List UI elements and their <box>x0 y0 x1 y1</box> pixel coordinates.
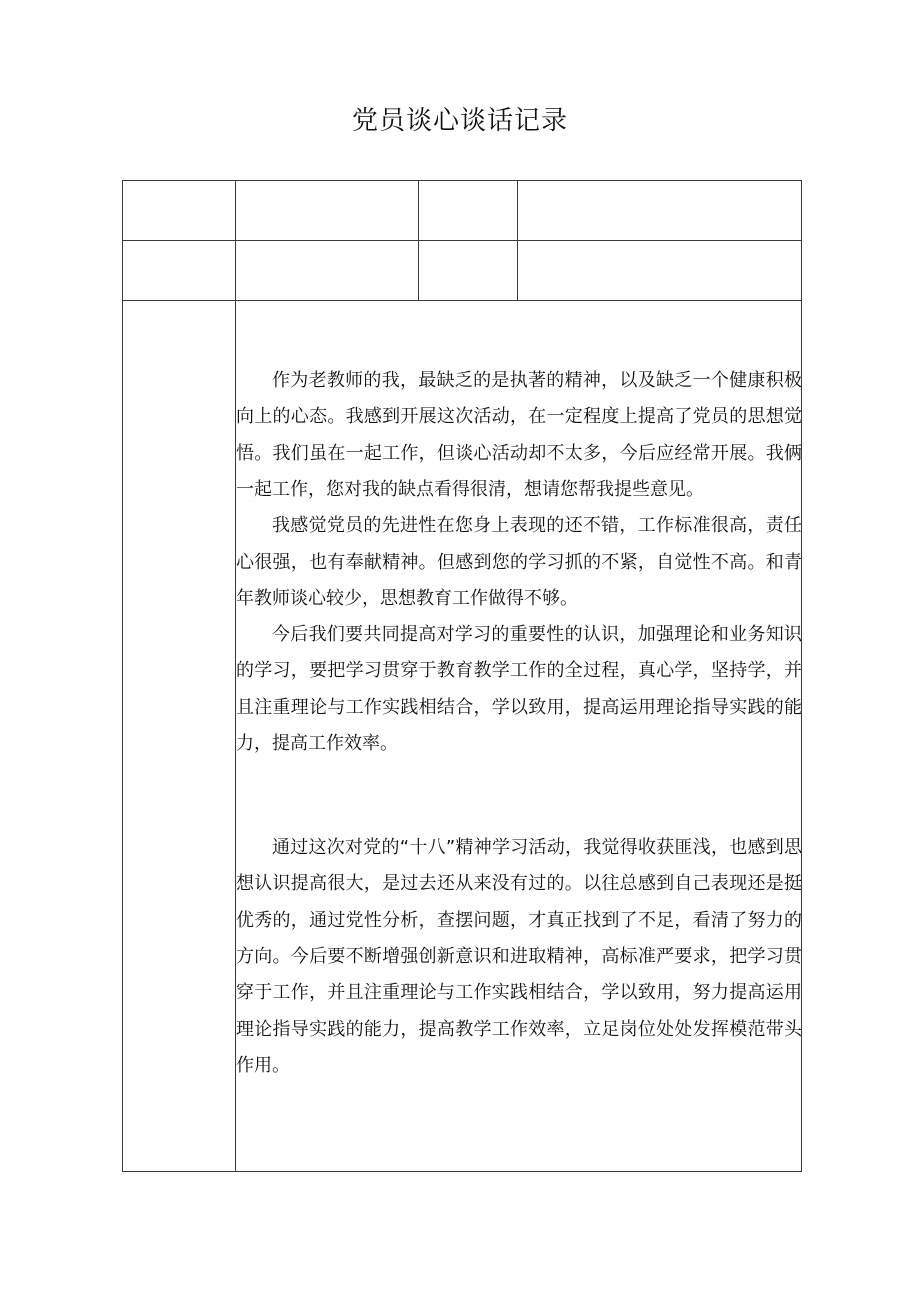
table-row-content <box>123 301 802 1172</box>
table-row <box>123 181 802 241</box>
table-cell-label <box>123 181 236 241</box>
conversation-section-1 <box>236 363 802 762</box>
conversation-paragraph: 今后我们要共同提高对学习的重要性的认识，加强理论和业务知识的学习，要把学习贯穿于教育教学工作的全过程，真心学，坚持学，并且注重理论与工作实践相结合，学以致用，提高运用理论指导实践的能力，提高工作效率。 <box>236 624 802 755</box>
conversation-paragraph: 作为老教师的我，最缺乏的是执著的精神，以及缺乏一个健康积极向上的心态。我感到开展这次活动，在一定程度上提高了党员的思想觉悟。我们虽在一起工作，但谈心活动却不太多，今后应经常开展。我俩一起工作，您对我的缺点看得很清，想请您帮我提些意见。 <box>236 370 802 500</box>
table-cell-label <box>419 181 518 241</box>
table-cell-label <box>419 241 518 301</box>
table-cell-value <box>518 181 802 241</box>
table-cell-label <box>123 241 236 301</box>
content-label-cell <box>123 301 236 1172</box>
table-row <box>123 241 802 301</box>
conversation-section-2 <box>236 830 802 1084</box>
talk-record-table <box>122 180 802 1172</box>
conversation-paragraph: 通过这次对党的“十八”精神学习活动，我觉得收获匪浅，也感到思想认识提高很大，是过去还从来没有过的。以往总感到自己表现还是挺优秀的，通过党性分析，查摆问题，才真正找到了不足，看清了努力的方向。今后要不断增强创新意识和进取精神，高标准严要求，把学习贯穿于工作，并且注重理论与工作实践相结合，学以致用，努力提高运用理论指导实践的能力，提高教学工作效率，立足岗位处处发挥模范带头作用。 <box>236 837 802 1076</box>
table-cell-value <box>236 241 419 301</box>
table-cell-value <box>518 241 802 301</box>
document-title: 党员谈心谈话记录 <box>351 106 568 136</box>
table-cell-value <box>236 181 419 241</box>
conversation-paragraph: 我感觉党员的先进性在您身上表现的还不错，工作标准很高，责任心很强，也有奉献精神。但感到您的学习抓的不紧，自觉性不高。和青年教师谈心较少，思想教育工作做得不够。 <box>236 515 802 609</box>
conversation-content-cell <box>236 301 802 1172</box>
